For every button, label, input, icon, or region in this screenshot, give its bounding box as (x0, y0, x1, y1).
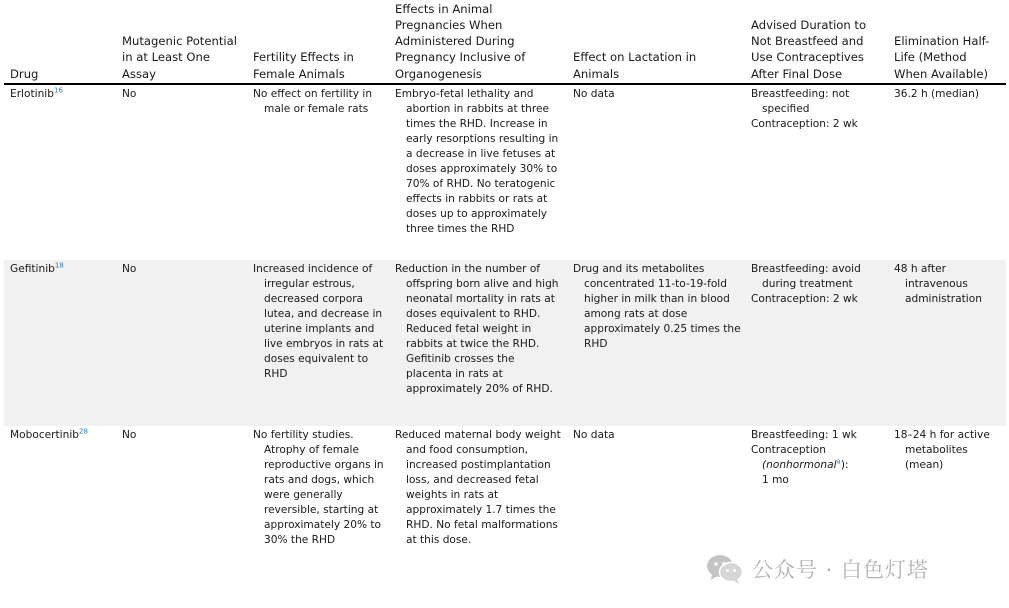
header-lactation: Effect on Lactation in Animals (567, 0, 745, 84)
fertility-text: Increased incidence of irregular estrous, decreased corpora lutea, and decrease in uterine implants and live embryos in rats at doses equivalent to RHD (253, 263, 384, 380)
watermark-text: 公众号 · 白色灯塔 (752, 558, 930, 582)
breastfeeding-text: Breastfeeding: not specified (751, 88, 850, 115)
reference-link[interactable]: 16 (53, 86, 63, 95)
drug-cell (4, 84, 116, 260)
pregnancy-text: Embryo-fetal lethality and abortion in rabbits at three times the RHD. Increase in early resorptions resulting in a decrease in live fetuses at doses approximately 30% to 70% of RHD. No teratogenic effects in rabbits or rats at doses up to approximately three times the RHD (395, 88, 559, 235)
halflife-text: 36.2 h (median) (894, 88, 980, 100)
mutagenic-cell: No (122, 88, 137, 100)
halflife-cell (888, 260, 1006, 426)
lactation-text: Drug and its metabolites concentrated 11-to-19-fold higher in milk than in blood among rats at dose approximately 0.25 times the RHD (573, 263, 741, 350)
table-row (4, 260, 1006, 426)
header-row (4, 0, 1006, 84)
lactation-cell: No data (573, 88, 615, 100)
drug-name: Gefitinib (10, 263, 55, 275)
drug-cell (4, 426, 116, 606)
drug-cell (4, 260, 116, 426)
advised-cell (745, 84, 888, 260)
contraception-text: Contraception: 2 wk (751, 293, 858, 305)
header-advised-duration: Advised Duration to Not Breastfeed and Use Contraceptives After Final Dose (745, 0, 888, 84)
fertility-cell (247, 84, 389, 260)
nonhormonal-label: (nonhormonal (762, 459, 837, 471)
fertility-text: No effect on fertility in male or female rats (253, 88, 373, 115)
contraception-text: Contraception: 2 wk (751, 118, 858, 130)
halflife-text: 18–24 h for active metabolites (mean) (894, 429, 990, 471)
contraception-text (751, 443, 884, 488)
halflife-text: 48 h after intravenous administration (894, 263, 982, 305)
drug-name: Mobocertinib (10, 429, 80, 441)
pregnancy-text: Reduction in the number of offspring born alive and high neonatal mortality in rats at doses equivalent to RHD. Reduced fetal weight in rabbits at twice the RHD. Gefitinib crosses the placenta in rats at approximately 20% of RHD. (395, 263, 559, 395)
lactation-cell (567, 260, 745, 426)
fertility-cell (247, 260, 389, 426)
advised-cell (745, 260, 888, 426)
fertility-cell (247, 426, 389, 606)
drug-name: Erlotinib (10, 88, 54, 100)
contraception-colon: ): (840, 459, 849, 471)
table-row (4, 84, 1006, 260)
footnote-link[interactable]: a (836, 457, 841, 466)
reference-link[interactable]: 18 (54, 261, 64, 270)
reference-link[interactable]: 28 (79, 427, 88, 436)
contraception-label: Contraception (751, 444, 826, 456)
watermark (706, 552, 929, 586)
header-mutagenic: Mutagenic Potential in at Least One Assay (116, 0, 247, 84)
mutagenic-cell: No (122, 429, 137, 441)
header-pregnancy: Effects in Animal Pregnancies When Administered During Pregnancy Inclusive of Organogenesis (389, 0, 567, 84)
drug-table (4, 0, 1006, 606)
header-fertility: Fertility Effects in Female Animals (247, 0, 389, 84)
contraception-duration: 1 mo (762, 474, 789, 486)
pregnancy-cell (389, 260, 567, 426)
mutagenic-cell: No (116, 260, 247, 426)
wechat-logo-icon (706, 553, 744, 585)
halflife-cell (888, 84, 1006, 260)
fertility-text: No fertility studies. Atrophy of female reproductive organs in rats and dogs, which were generally reversible, starting at approximately 20% to 30% the RHD (253, 429, 384, 546)
header-half-life: Elimination Half-Life (Method When Available) (888, 0, 1006, 84)
pregnancy-cell (389, 426, 567, 606)
lactation-cell: No data (573, 429, 615, 441)
pregnancy-cell (389, 84, 567, 260)
pregnancy-text: Reduced maternal body weight and food consumption, increased postimplantation loss, and decreased fetal weights in rats at approximately 1.7 times the RHD. No fetal malformations at this dose. (395, 429, 561, 546)
breastfeeding-text: Breastfeeding: 1 wk (751, 429, 857, 441)
header-drug: Drug (4, 0, 116, 84)
breastfeeding-text: Breastfeeding: avoid during treatment (751, 263, 861, 290)
